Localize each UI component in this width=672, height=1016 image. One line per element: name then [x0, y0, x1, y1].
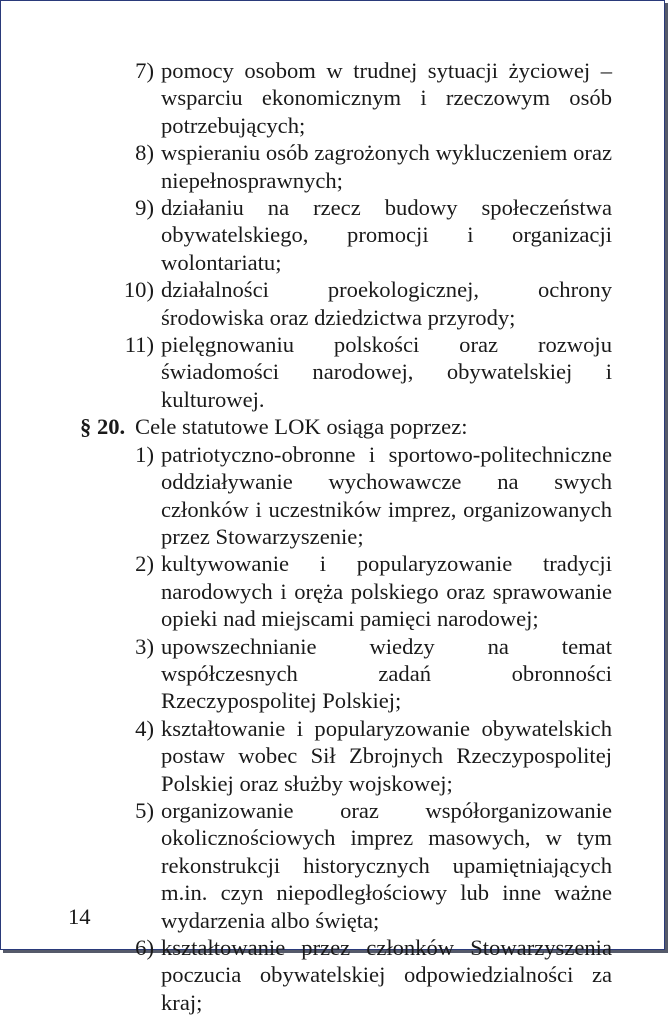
section-text: Cele statutowe LOK osiąga poprzez: [135, 414, 468, 440]
list-item-text: działaniu na rzecz budowy społeczeństwa obywatelskiego, promocji i organizacji wolontariatu; [161, 195, 612, 275]
list-item-number: 7) [135, 58, 154, 83]
page-number: 14 [68, 904, 91, 929]
page-content [1, 57, 664, 1016]
list-item-number: 11) [124, 332, 154, 358]
list-item-text: patriotyczno-obronne i sportowo-politechniczne oddziaływanie wychowawcze na swych członków i uczestników imprez, organizowanych przez Stowarzyszenie; [161, 441, 612, 549]
list-item [1, 934, 664, 1016]
list-item-text: działalności proekologicznej, ochrony środowiska oraz dziedzictwa przyrody; [161, 277, 612, 330]
list-item [1, 331, 664, 413]
list-item [1, 715, 664, 797]
list-item [1, 276, 664, 331]
list-item-number: 9) [135, 195, 154, 221]
list-item-text: wspieraniu osób zagrożonych wykluczeniem oraz niepełnosprawnych; [161, 140, 612, 193]
list-item-number: 4) [135, 715, 154, 741]
list-item [1, 633, 664, 715]
list-item-number: 10) [123, 277, 154, 303]
list-item-text: kultywowanie i popularyzowanie tradycji narodowych i oręża polskiego oraz sprawowanie opieki nad miejscami pamięci narodowej; [161, 551, 612, 632]
section-number: § 20. [80, 414, 126, 440]
list-item-text: pielęgnowaniu polskości oraz rozwoju świadomości narodowej, obywatelskiej i kulturowej. [161, 332, 612, 412]
list-item-number: 2) [135, 551, 154, 577]
list-item-text: organizowanie oraz współorganizowanie okolicznościowych imprez masowych, w tym rekonstrukcji historycznych upamiętniających m.in. czyn niepodległościowy lub inne ważne wydarzenia albo święta; [161, 797, 612, 933]
list-item-number: 8) [135, 140, 154, 166]
list-item [1, 441, 664, 551]
list-item [1, 57, 664, 139]
section-heading [1, 413, 664, 440]
list-item [1, 194, 664, 276]
list-item-number: 3) [135, 633, 154, 659]
list-item [1, 550, 664, 632]
list-item-text: kształtowanie i popularyzowanie obywatelskich postaw wobec Sił Zbrojnych Rzeczypospolitej Polskiej oraz służby wojskowej; [161, 715, 612, 796]
list-item-text: pomocy osobom w trudnej sytuacji życiowej – wsparciu ekonomicznym i rzeczowym osób potrzebujących; [161, 58, 612, 138]
list-item-number: 5) [135, 797, 154, 823]
list-item [1, 797, 664, 934]
list-item-number: 6) [135, 935, 154, 960]
list-item-number: 1) [135, 441, 154, 467]
list-item-text: kształtowanie przez członków Stowarzyszenia poczucia obywatelskiej odpowiedzialności za kraj; [161, 935, 612, 1015]
list-item [1, 139, 664, 194]
list-item-text: upowszechnianie wiedzy na temat współczesnych zadań obronności Rzeczypospolitej Polskiej; [161, 633, 612, 714]
